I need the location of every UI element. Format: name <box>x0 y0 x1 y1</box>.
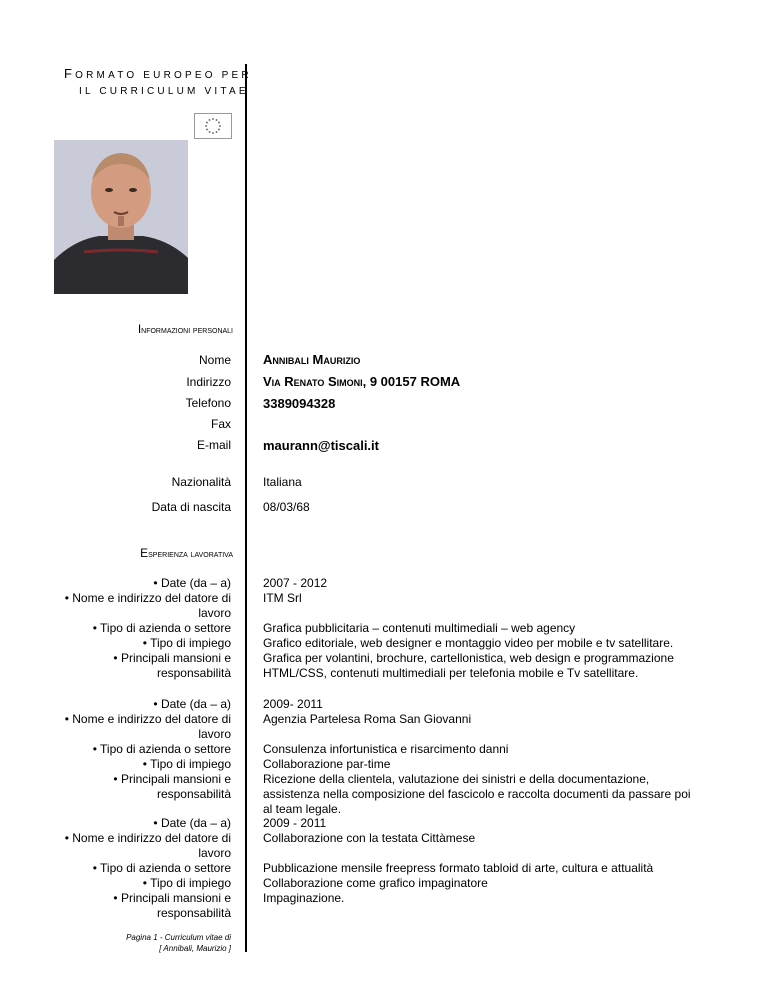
azienda-label: • Tipo di azienda o settore <box>92 621 231 635</box>
date-label: • Date (da – a) <box>153 816 231 830</box>
date-value: 2007 - 2012 <box>263 576 328 590</box>
date-value: 2009 - 2011 <box>263 816 327 830</box>
datore-value: Agenzia Partelesa Roma San Giovanni <box>263 712 472 726</box>
azienda-label: • Tipo di azienda o settore <box>92 742 231 756</box>
column-divider <box>245 64 247 952</box>
date-value: 2009- 2011 <box>263 697 323 711</box>
data-nascita-label: Data di nascita <box>151 500 231 514</box>
email-label: E-mail <box>196 438 231 452</box>
section-experience: Esperienza lavorativa <box>140 546 233 560</box>
impiego-value: Grafico editoriale, web designer e montaggio video per mobile e tv satellitare. <box>263 636 674 650</box>
data-nascita-value: 08/03/68 <box>263 500 310 514</box>
experience-1-values <box>263 576 703 681</box>
datore-label: • Nome e indirizzo del datore di lavoro <box>64 831 231 860</box>
telefono-value: 3389094328 <box>263 396 336 411</box>
date-label: • Date (da – a) <box>153 697 231 711</box>
datore-label: • Nome e indirizzo del datore di lavoro <box>64 712 231 741</box>
nome-value: Annibali Maurizio <box>263 352 361 367</box>
experience-2-values <box>263 697 703 817</box>
document-title: FORMATO EUROPEO PER <box>64 66 252 81</box>
datore-value: ITM Srl <box>263 591 302 605</box>
mansioni-label: • Principali mansioni e responsabilità <box>113 651 231 680</box>
experience-2-labels <box>56 697 231 802</box>
page-footer <box>126 932 231 954</box>
nazionalita-label: Nazionalità <box>171 475 231 489</box>
footer-line2: [ Annibali, Maurizio ] <box>159 944 231 953</box>
impiego-label: • Tipo di impiego <box>142 757 231 771</box>
datore-value: Collaborazione con la testata Cittàmese <box>263 831 476 845</box>
nazionalita-value: Italiana <box>263 475 302 489</box>
experience-3-values <box>263 816 703 906</box>
mansioni-value: Impaginazione. <box>263 891 345 905</box>
indirizzo-label: Indirizzo <box>186 375 231 389</box>
azienda-label: • Tipo di azienda o settore <box>92 861 231 875</box>
experience-1-labels <box>56 576 231 681</box>
footer-line1: Pagina 1 - Curriculum vitae di <box>126 933 231 942</box>
experience-3-labels <box>56 816 231 921</box>
document-title-line2: IL CURRICULUM VITAE <box>79 86 249 97</box>
impiego-value: Collaborazione come grafico impaginatore <box>263 876 488 890</box>
indirizzo-value: Via Renato Simoni, 9 00157 ROMA <box>263 374 461 389</box>
impiego-label: • Tipo di impiego <box>142 876 231 890</box>
eu-flag-icon <box>194 113 232 139</box>
impiego-label: • Tipo di impiego <box>142 636 231 650</box>
nome-label: Nome <box>198 353 231 367</box>
impiego-value: Collaborazione par-time <box>263 757 391 771</box>
fax-label: Fax <box>210 417 231 431</box>
azienda-value: Consulenza infortunistica e risarcimento danni <box>263 742 509 756</box>
azienda-value: Grafica pubblicitaria – contenuti multimediali – web agency <box>263 621 576 635</box>
email-value: maurann@tiscali.it <box>263 438 379 453</box>
datore-label: • Nome e indirizzo del datore di lavoro <box>64 591 231 620</box>
section-personal-info: Informazioni personali <box>137 322 233 336</box>
profile-photo <box>54 140 188 294</box>
mansioni-label: • Principali mansioni e responsabilità <box>113 891 231 920</box>
azienda-value: Pubblicazione mensile freepress formato tabloid di arte, cultura e attualità <box>263 861 654 875</box>
telefono-label: Telefono <box>185 396 231 410</box>
mansioni-value: Ricezione della clientela, valutazione dei sinistri e della documentazione, assistenza nella composizione del fascicolo e raccolta documenti da passare poi al team legale. <box>263 772 691 816</box>
mansioni-label: • Principali mansioni e responsabilità <box>113 772 231 801</box>
date-label: • Date (da – a) <box>153 576 231 590</box>
mansioni-value: Grafica per volantini, brochure, cartellonistica, web design e programmazione HTML/CSS, contenuti multimediali per telefonia mobile e Tv satellitare. <box>263 651 674 680</box>
